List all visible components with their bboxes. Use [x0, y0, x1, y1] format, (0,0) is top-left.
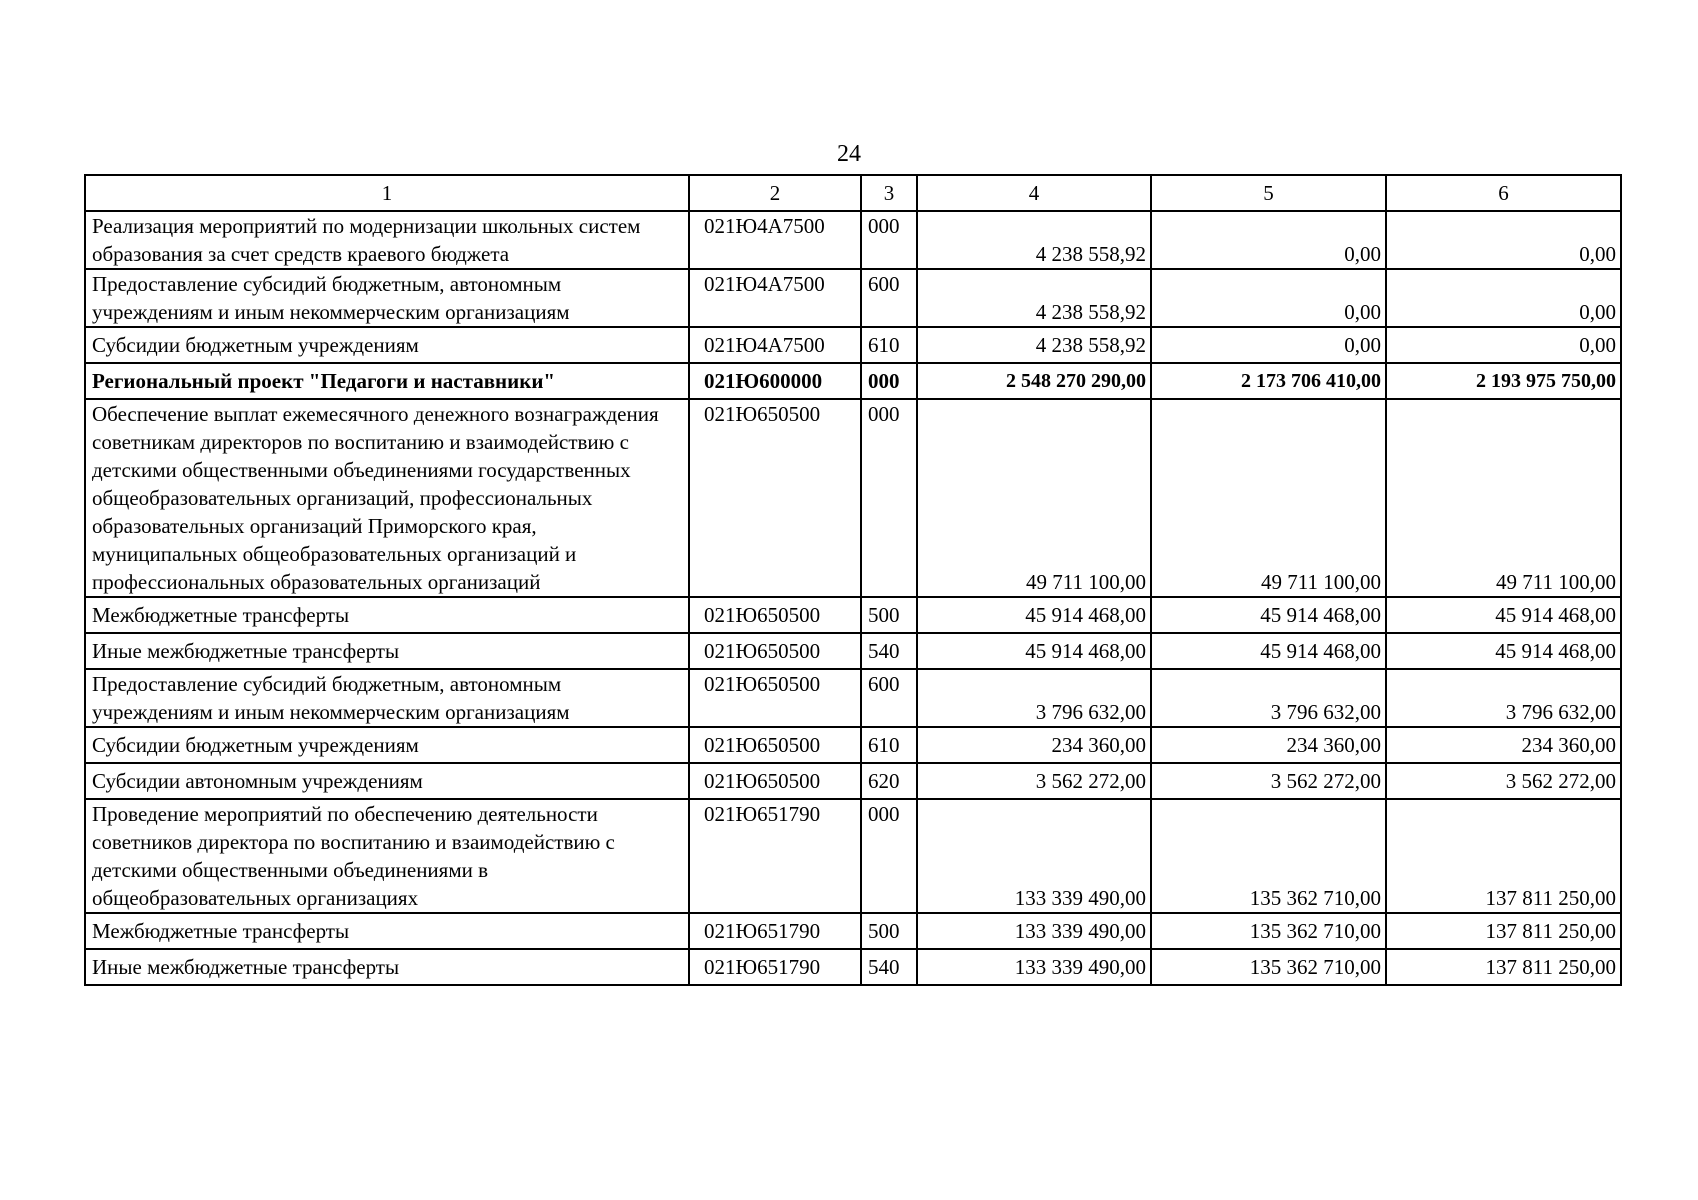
row-value-3: 49 711 100,00	[1386, 399, 1621, 597]
row-name: Региональный проект "Педагоги и наставники"	[85, 363, 689, 399]
table-row	[85, 727, 1621, 763]
row-value-1: 49 711 100,00	[917, 399, 1151, 597]
row-value-3: 137 811 250,00	[1386, 913, 1621, 949]
row-name: Субсидии бюджетным учреждениям	[85, 727, 689, 763]
row-value-3: 0,00	[1386, 211, 1621, 269]
row-expense-type: 610	[861, 327, 917, 363]
row-code: 021Ю650500	[689, 727, 861, 763]
row-expense-type: 610	[861, 727, 917, 763]
row-expense-type: 000	[861, 211, 917, 269]
row-value-1: 2 548 270 290,00	[917, 363, 1151, 399]
row-name: Предоставление субсидий бюджетным, автономным учреждениям и иным некоммерческим организациям	[85, 269, 689, 327]
header-cell: 2	[689, 175, 861, 211]
row-expense-type: 000	[861, 399, 917, 597]
table-row	[85, 597, 1621, 633]
table-row	[85, 669, 1621, 727]
row-value-3: 45 914 468,00	[1386, 597, 1621, 633]
table-row	[85, 327, 1621, 363]
row-value-2: 2 173 706 410,00	[1151, 363, 1386, 399]
row-name: Межбюджетные трансферты	[85, 913, 689, 949]
row-code: 021Ю4А7500	[689, 327, 861, 363]
row-name: Реализация мероприятий по модернизации школьных систем образования за счет средств краевого бюджета	[85, 211, 689, 269]
row-value-2: 135 362 710,00	[1151, 949, 1386, 985]
row-expense-type: 000	[861, 799, 917, 913]
row-value-3: 45 914 468,00	[1386, 633, 1621, 669]
row-name: Субсидии автономным учреждениям	[85, 763, 689, 799]
row-name: Иные межбюджетные трансферты	[85, 633, 689, 669]
row-value-2: 0,00	[1151, 269, 1386, 327]
row-value-2: 234 360,00	[1151, 727, 1386, 763]
row-code: 021Ю4А7500	[689, 211, 861, 269]
row-expense-type: 500	[861, 913, 917, 949]
row-code: 021Ю650500	[689, 669, 861, 727]
row-expense-type: 500	[861, 597, 917, 633]
row-expense-type: 600	[861, 269, 917, 327]
table-row	[85, 399, 1621, 597]
table-row	[85, 633, 1621, 669]
row-value-1: 3 562 272,00	[917, 763, 1151, 799]
row-value-2: 49 711 100,00	[1151, 399, 1386, 597]
row-value-3: 0,00	[1386, 327, 1621, 363]
row-value-3: 234 360,00	[1386, 727, 1621, 763]
table-row	[85, 913, 1621, 949]
header-cell: 1	[85, 175, 689, 211]
page-number: 24	[837, 141, 861, 167]
table-row	[85, 799, 1621, 913]
row-expense-type: 540	[861, 633, 917, 669]
row-code: 021Ю650500	[689, 763, 861, 799]
header-cell: 6	[1386, 175, 1621, 211]
row-code: 021Ю651790	[689, 913, 861, 949]
row-value-1: 234 360,00	[917, 727, 1151, 763]
row-code: 021Ю651790	[689, 799, 861, 913]
row-code: 021Ю4А7500	[689, 269, 861, 327]
row-value-2: 3 796 632,00	[1151, 669, 1386, 727]
row-value-1: 133 339 490,00	[917, 799, 1151, 913]
row-expense-type: 600	[861, 669, 917, 727]
row-expense-type: 000	[861, 363, 917, 399]
row-value-1: 4 238 558,92	[917, 269, 1151, 327]
table-row	[85, 763, 1621, 799]
row-value-1: 4 238 558,92	[917, 211, 1151, 269]
row-code: 021Ю650500	[689, 399, 861, 597]
row-name: Обеспечение выплат ежемесячного денежного вознаграждения советникам директоров по воспитанию и взаимодействию с детскими общественными объединениями государственных общеобразовательных организаций, профессиональных образовательных организаций Приморского края, муниципальных общеобразовательных организаций и профессиональных образовательных организаций	[85, 399, 689, 597]
row-name: Иные межбюджетные трансферты	[85, 949, 689, 985]
table-row	[85, 211, 1621, 269]
row-expense-type: 620	[861, 763, 917, 799]
row-name: Проведение мероприятий по обеспечению деятельности советников директора по воспитанию и взаимодействию с детскими общественными объединениями в общеобразовательных организациях	[85, 799, 689, 913]
table-row	[85, 269, 1621, 327]
table-header-row	[85, 175, 1621, 211]
row-value-3: 3 562 272,00	[1386, 763, 1621, 799]
row-value-3: 3 796 632,00	[1386, 669, 1621, 727]
row-value-2: 135 362 710,00	[1151, 913, 1386, 949]
table-row	[85, 949, 1621, 985]
header-cell: 4	[917, 175, 1151, 211]
row-expense-type: 540	[861, 949, 917, 985]
row-value-1: 45 914 468,00	[917, 597, 1151, 633]
budget-table	[84, 174, 1622, 986]
row-name: Субсидии бюджетным учреждениям	[85, 327, 689, 363]
row-value-2: 0,00	[1151, 327, 1386, 363]
row-name: Межбюджетные трансферты	[85, 597, 689, 633]
row-value-2: 45 914 468,00	[1151, 597, 1386, 633]
row-value-2: 0,00	[1151, 211, 1386, 269]
row-value-3: 0,00	[1386, 269, 1621, 327]
row-value-1: 133 339 490,00	[917, 949, 1151, 985]
row-name: Предоставление субсидий бюджетным, автономным учреждениям и иным некоммерческим организациям	[85, 669, 689, 727]
header-cell: 3	[861, 175, 917, 211]
row-value-1: 4 238 558,92	[917, 327, 1151, 363]
row-value-3: 137 811 250,00	[1386, 799, 1621, 913]
row-code: 021Ю651790	[689, 949, 861, 985]
row-code: 021Ю650500	[689, 597, 861, 633]
row-value-1: 3 796 632,00	[917, 669, 1151, 727]
table-row-section	[85, 363, 1621, 399]
row-value-1: 45 914 468,00	[917, 633, 1151, 669]
row-code: 021Ю600000	[689, 363, 861, 399]
header-cell: 5	[1151, 175, 1386, 211]
row-value-3: 2 193 975 750,00	[1386, 363, 1621, 399]
row-value-2: 135 362 710,00	[1151, 799, 1386, 913]
row-value-2: 45 914 468,00	[1151, 633, 1386, 669]
row-value-3: 137 811 250,00	[1386, 949, 1621, 985]
row-code: 021Ю650500	[689, 633, 861, 669]
row-value-1: 133 339 490,00	[917, 913, 1151, 949]
row-value-2: 3 562 272,00	[1151, 763, 1386, 799]
